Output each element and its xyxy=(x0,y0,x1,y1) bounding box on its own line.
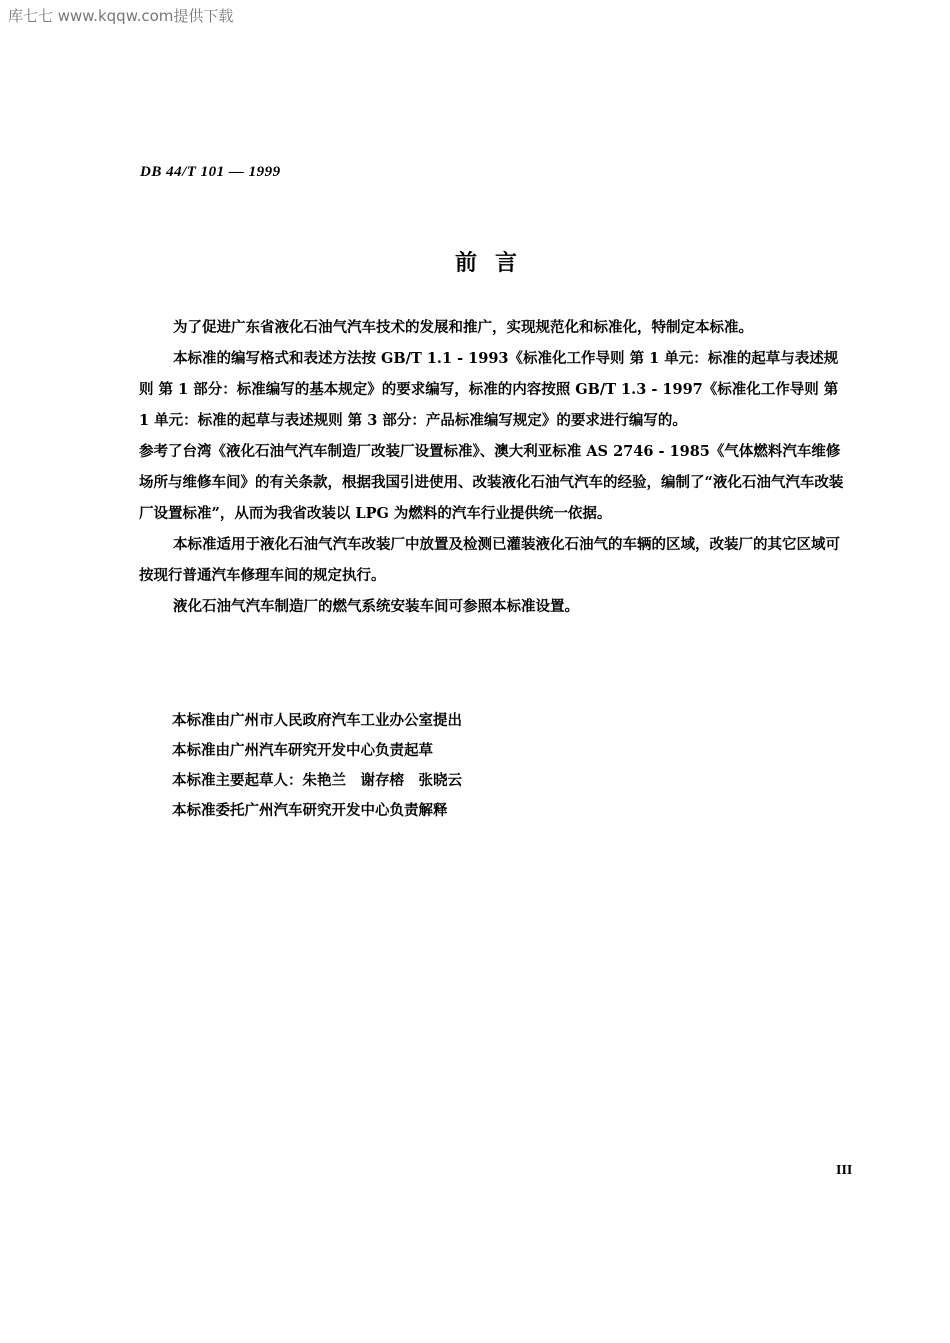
paragraph: 本标准的编写格式和表述方法按 GB/T 1.1 - 1993《标准化工作导则 第 1 单元：标准的起草与表述规则 第 1 部分：标准编写的基本规定》的要求编写，标准的内容按照 GB/T 1.3 - 1997《标准化工作导则 第 1 单元：标准的起草与表述规则 第 3 部分：产品标准编写规定》的要求进行编写的。 xyxy=(139,350,839,429)
credit-line: 本标准由广州市人民政府汽车工业办公室提出 xyxy=(172,712,462,729)
foreword-body xyxy=(139,312,851,622)
credit-line: 本标准由广州汽车研究开发中心负责起草 xyxy=(172,742,433,759)
paragraph: 为了促进广东省液化石油气汽车技术的发展和推广，实现规范化和标准化，特制定本标准。 xyxy=(173,319,753,336)
credit-line: 本标准主要起草人：朱艳兰 谢存榕 张晓云 xyxy=(172,772,462,789)
credits-block xyxy=(172,706,462,826)
paragraph: 液化石油气汽车制造厂的燃气系统安装车间可参照本标准设置。 xyxy=(173,598,579,615)
watermark-text: 库七七 www.kqqw.com提供下载 xyxy=(8,7,234,25)
credit-line: 本标准委托广州汽车研究开发中心负责解释 xyxy=(172,802,448,819)
paragraph: 参考了台湾《液化石油气汽车制造厂改装厂设置标准》、澳大利亚标准 AS 2746 - 1985《气体燃料汽车维修场所与维修车间》的有关条款，根据我国引进使用、改装液化石油气汽车的经验，编制了“液化石油气汽车改装厂设置标准”，从而为我省改装以 LPG 为燃料的汽车行业提供统一依据。 xyxy=(139,443,844,522)
document-code: DB 44/T 101 — 1999 xyxy=(140,164,281,180)
page-title: 前言 xyxy=(454,250,535,276)
page-number: III xyxy=(836,1163,853,1178)
paragraph: 本标准适用于液化石油气汽车改装厂中放置及检测已灌装液化石油气的车辆的区域，改装厂的其它区域可按现行普通汽车修理车间的规定执行。 xyxy=(139,536,840,584)
